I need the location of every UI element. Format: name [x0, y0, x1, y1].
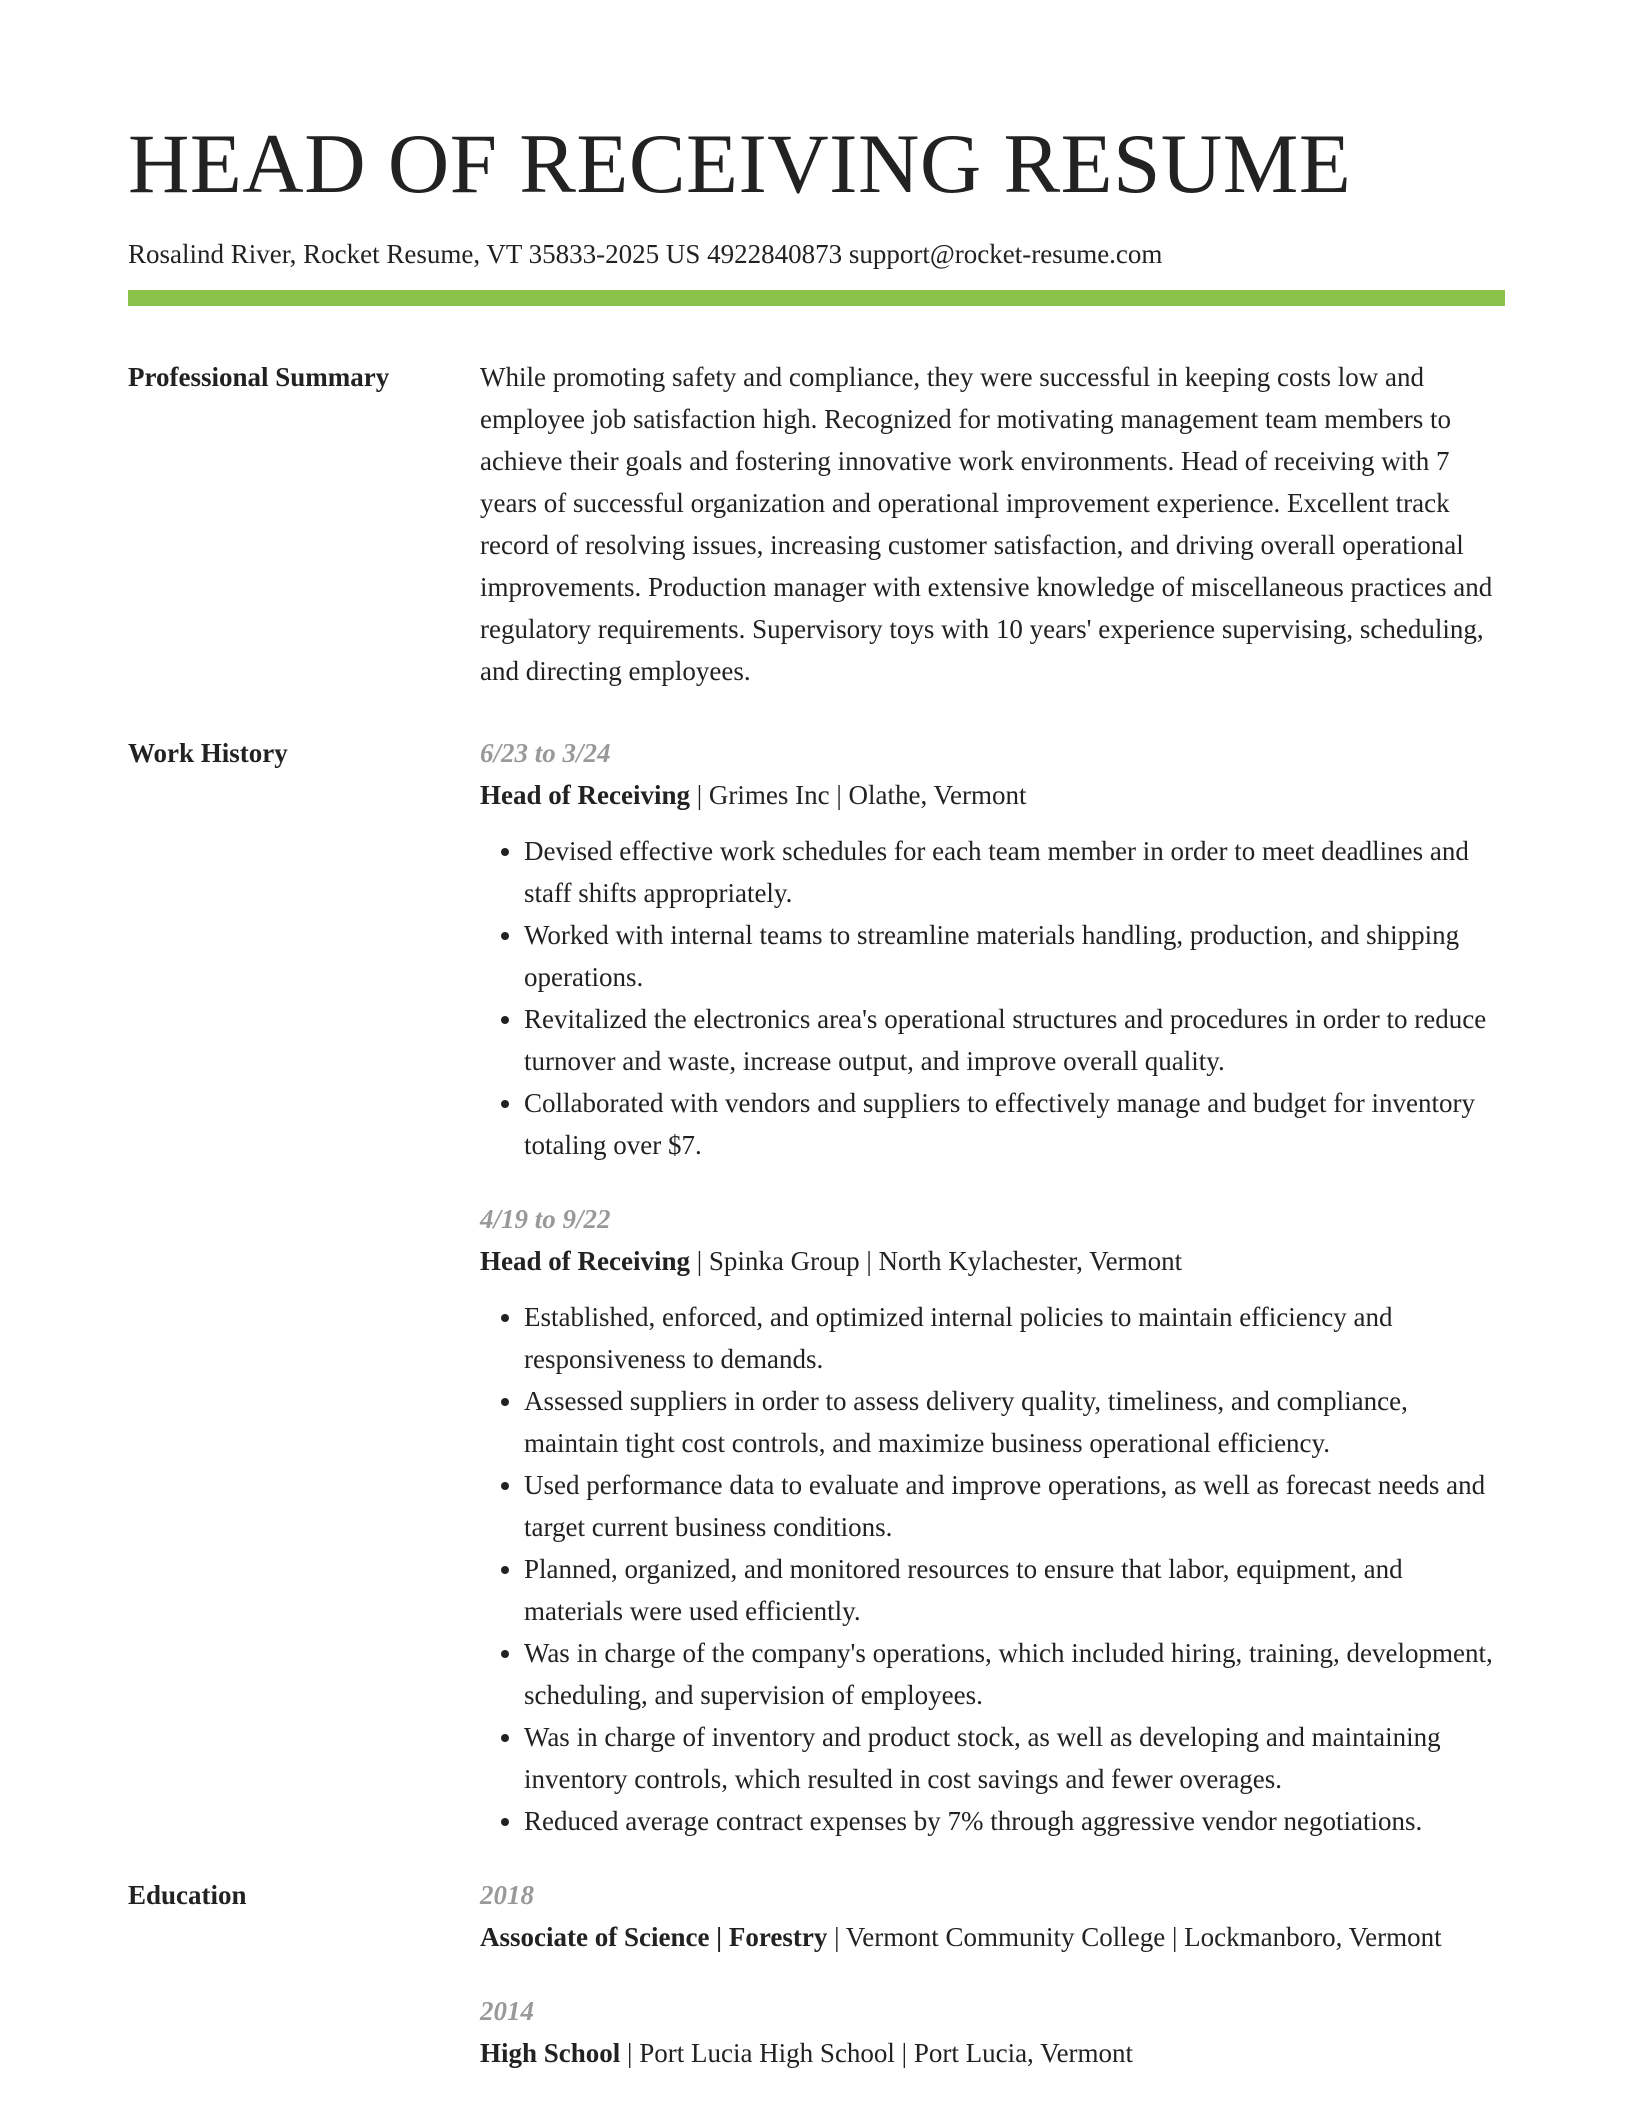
job-bullet: • Collaborated with vendors and suppliers to effectively manage and budget for inventory totaling over $7. [524, 1082, 1505, 1166]
job-bullet: • Worked with internal teams to streamline materials handling, production, and shipping operations. [524, 914, 1505, 998]
job-bullet: • Planned, organized, and monitored resources to ensure that labor, equipment, and materials were used efficiently. [524, 1548, 1505, 1632]
accent-divider [128, 290, 1505, 306]
education-year: 2014 [480, 1995, 534, 2026]
education-year: 2018 [480, 1879, 534, 1910]
education-details: | Port Lucia High School | Port Lucia, Vermont [620, 2037, 1134, 2068]
education-section [128, 1874, 1505, 2074]
job-bullet: • Revitalized the electronics area's operational structures and procedures in order to reduce turnover and waste, increase output, and improve overall quality. [524, 998, 1505, 1082]
education-entry [480, 1990, 1505, 2074]
job-dates: 6/23 to 3/24 [480, 737, 611, 768]
education-entry [480, 1874, 1505, 1958]
job-role: Head of Receiving [480, 779, 690, 810]
job-title-line [480, 774, 1505, 816]
education-line [480, 2032, 1505, 2074]
job-entry [480, 732, 1505, 1166]
summary-body [480, 356, 1505, 692]
job-bullet: • Used performance data to evaluate and improve operations, as well as forecast needs and target current business conditions. [524, 1464, 1505, 1548]
job-bullet: • Was in charge of inventory and product stock, as well as developing and maintaining inventory controls, which resulted in cost savings and fewer overages. [524, 1716, 1505, 1800]
resume-page [128, 118, 1505, 2074]
job-bullets [480, 830, 1505, 1166]
job-title-line [480, 1240, 1505, 1282]
section-label-work: Work History [128, 737, 288, 768]
education-degree: Associate of Science | Forestry [480, 1921, 828, 1952]
job-bullet: • Was in charge of the company's operations, which included hiring, training, development, scheduling, and supervision of employees. [524, 1632, 1505, 1716]
job-bullet: • Reduced average contract expenses by 7% through aggressive vendor negotiations. [524, 1800, 1505, 1842]
education-degree: High School [480, 2037, 621, 2068]
education-line [480, 1916, 1505, 1958]
job-bullets [480, 1296, 1505, 1842]
summary-text: While promoting safety and compliance, they were successful in keeping costs low and employee job satisfaction high. Recognized for motivating management team members to achieve their goals and fostering innovative work environments. Head of receiving with 7 years of successful organization and operational improvement experience. Excellent track record of resolving issues, increasing customer satisfaction, and driving overall operational improvements. Production manager with extensive knowledge of miscellaneous practices and regulatory requirements. Supervisory toys with 10 years' experience supervising, scheduling, and directing employees. [480, 361, 1493, 686]
education-body [480, 1874, 1505, 2074]
summary-section [128, 356, 1505, 692]
job-entry [480, 1198, 1505, 1842]
education-details: | Vermont Community College | Lockmanboro, Vermont [827, 1921, 1442, 1952]
job-details: | Grimes Inc | Olathe, Vermont [689, 779, 1027, 810]
contact-line: Rosalind River, Rocket Resume, VT 35833-2025 US 4922840873 support@rocket-resume.com [128, 238, 1163, 269]
job-bullet: • Devised effective work schedules for each team member in order to meet deadlines and staff shifts appropriately. [524, 830, 1505, 914]
job-role: Head of Receiving [480, 1245, 690, 1276]
job-dates: 4/19 to 9/22 [480, 1203, 611, 1234]
work-history-body [480, 732, 1505, 1842]
resume-title: HEAD OF RECEIVING RESUME [128, 117, 1352, 211]
job-bullet: • Assessed suppliers in order to assess delivery quality, timeliness, and compliance, maintain tight cost controls, and maximize business operational efficiency. [524, 1380, 1505, 1464]
job-details: | Spinka Group | North Kylachester, Vermont [689, 1245, 1183, 1276]
section-label-summary: Professional Summary [128, 361, 390, 392]
job-bullet: • Established, enforced, and optimized internal policies to maintain efficiency and responsiveness to demands. [524, 1296, 1505, 1380]
work-history-section [128, 732, 1505, 1842]
section-label-education: Education [128, 1879, 247, 1910]
